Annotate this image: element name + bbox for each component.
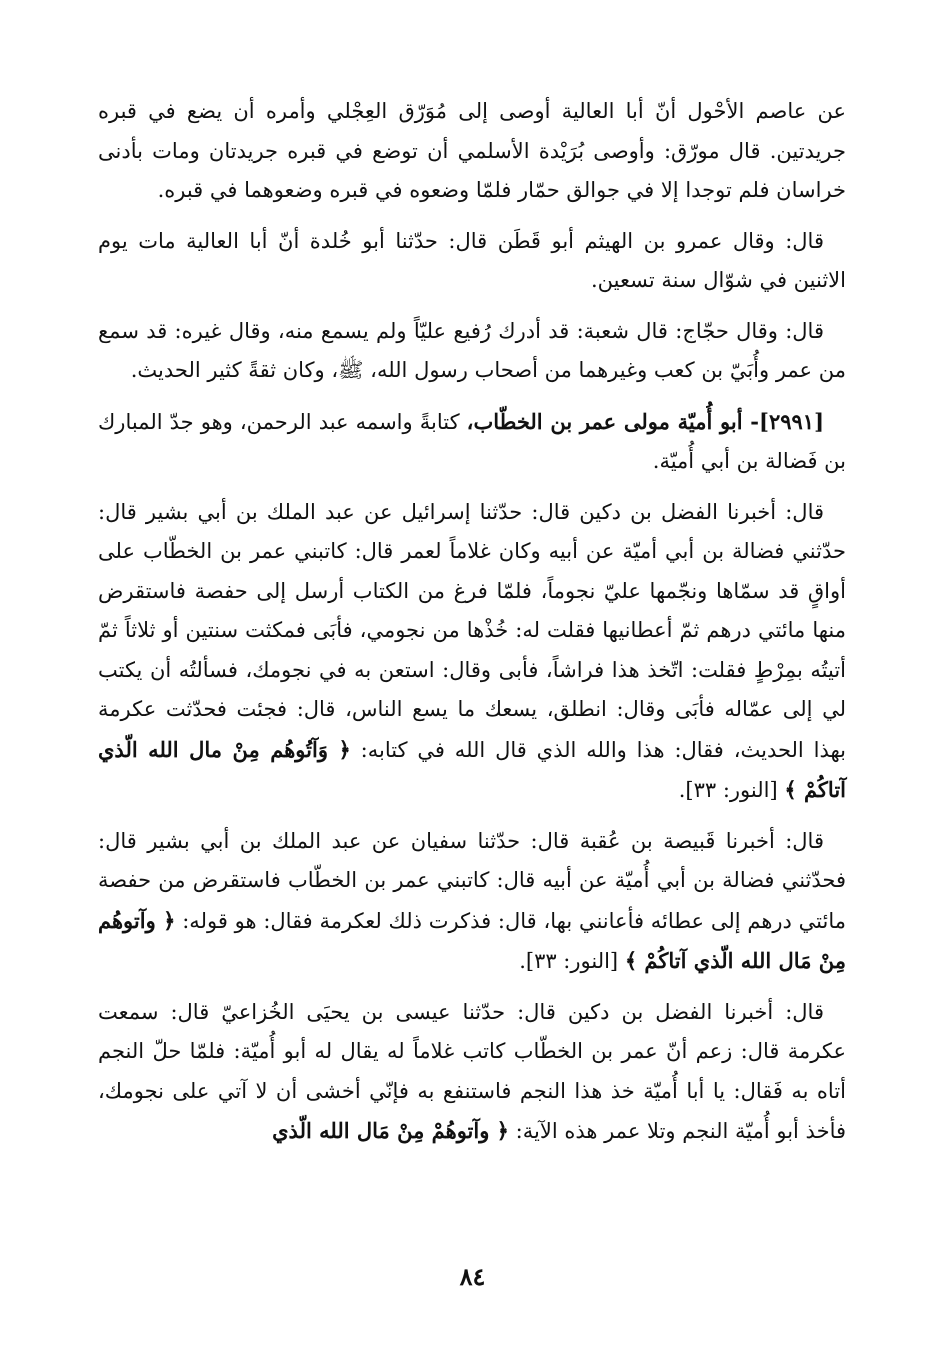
quran-reference: [النور: ٣٣].: [678, 778, 785, 802]
page-body: [98, 92, 846, 1163]
paragraph-2-text: قال: وقال عمرو بن الهيثم أبو قَطَن قال: حدّثنا أبو خُلدة أنّ أبا العالية مات يوم الاثنين في شوّال سنة تسعين.: [98, 228, 846, 292]
quran-quote: ﴿ وآتوهُمْ مِنْ مَال الله الّذي: [272, 1118, 509, 1143]
page-number: ٨٤: [459, 1262, 486, 1291]
quran-quote: ﴿ وَآتُوهُم مِنْ مال الله الّذي آتاكُمْ ﴾: [98, 736, 846, 802]
paragraph-5: [98, 493, 846, 811]
paragraph-6-text: قال: أخبرنا قَبيصة بن عُقبة قال: حدّثنا سفيان عن عبد الملك بن أبي بشير قال: فحدّثني فضالة بن أبي أُميّة عن أبيه قال: كاتبني عمر بن الخطّاب فاستقرض من حفصة مائتي درهم إلى عطائه فأعانني بها، قال: فذكرت ذلك لعكرمة فقال: هو قوله:: [98, 828, 846, 933]
paragraph-2: [98, 222, 846, 301]
entry-number: [٢٩٩١]: [759, 408, 824, 434]
paragraph-3: [98, 312, 846, 391]
paragraph-7-text: قال: أخبرنا الفضل بن دكين قال: حدّثنا عيسى بن يحيَى الخُزاعيّ قال: سمعت عكرمة قال: زعم أنّ عمر بن الخطّاب كاتب غلاماً له يقال له أبو أُميّة: فلمّا حلّ النجم أتاه به فَقال: يا أبا أُميّة خذ هذا النجم فاستنفع به فإنّي أخشى أن لا آتي على نجومك، فأخذ أبو أُميّة النجم وتلا عمر هذه الآية:: [98, 999, 846, 1143]
quran-quote: ﴿ وآتوهُم مِنْ مَال الله الّذي آتاكُمْ ﴾: [98, 907, 846, 973]
paragraph-5-text: قال: أخبرنا الفضل بن دكين قال: حدّثنا إسرائيل عن عبد الملك بن أبي بشير قال: حدّثني فضالة بن أبي أميّة عن أبيه وكان غلاماً لعمر قال: كاتبني عمر بن الخطّاب على أواقٍ قد سمّاها ونجّمها عليّ نجوماً، فلمّا فرغ من الكتاب أرسل إلى حفصة فاستقرض منها مائتي درهم ثمّ أعطانيها فقلت له: خُذْها من نجومي، فأبَى فمكثت سنتين أو ثلاثاً ثمّ أتيتُه بمِرْطٍ فقلت: اتّخذ هذا فراشاً، فأبى وقال: استعن به في نجومك، فسألتُه أن يكتب لي إلى عمّاله فأبَى وقال: انطلق، يسعك ما يسع الناس، قال: فجئت فحدّثت عكرمة بهذا الحديث، فقال: هذا والله الذي قال الله في كتابه:: [98, 499, 846, 762]
paragraph-1-text: عن عاصم الأحْول أنّ أبا العالية أوصى إلى مُوَرّق العِجْلي وأمره أن يضع في قبره جريدتين. قال مورّق: وأوصى بُرَيْدة الأسلمي أن توضع في قبره جريدتان ومات بأدنى خراسان فلم توجدا إلا في جوالق حمّار فلمّا وضعوه في قبره وضعوهما في قبره.: [98, 99, 846, 202]
entry-text: كتابةً واسمه عبد الرحمن، وهو جدّ المبارك بن فَضالة بن أبي أُميّة.: [98, 409, 846, 473]
biography-entry: [98, 402, 846, 482]
paragraph-7: [98, 993, 846, 1152]
paragraph-3-text: قال: وقال حجّاج: قال شعبة: قد أدرك رُفيع عليّاً ولم يسمع منه، وقال غيره: قد سمع من عمر وأُبَيّ بن كعب وغيرهما من أصحاب رسول الله، ﷺ، وكان ثقةً كثير الحديث.: [98, 318, 846, 382]
entry-name: - أبو أُميّة مولى عمر بن الخطّاب،: [466, 408, 759, 434]
paragraph-6: [98, 822, 846, 982]
quran-reference: [النور: ٣٣].: [519, 949, 625, 973]
paragraph-1: [98, 92, 846, 211]
